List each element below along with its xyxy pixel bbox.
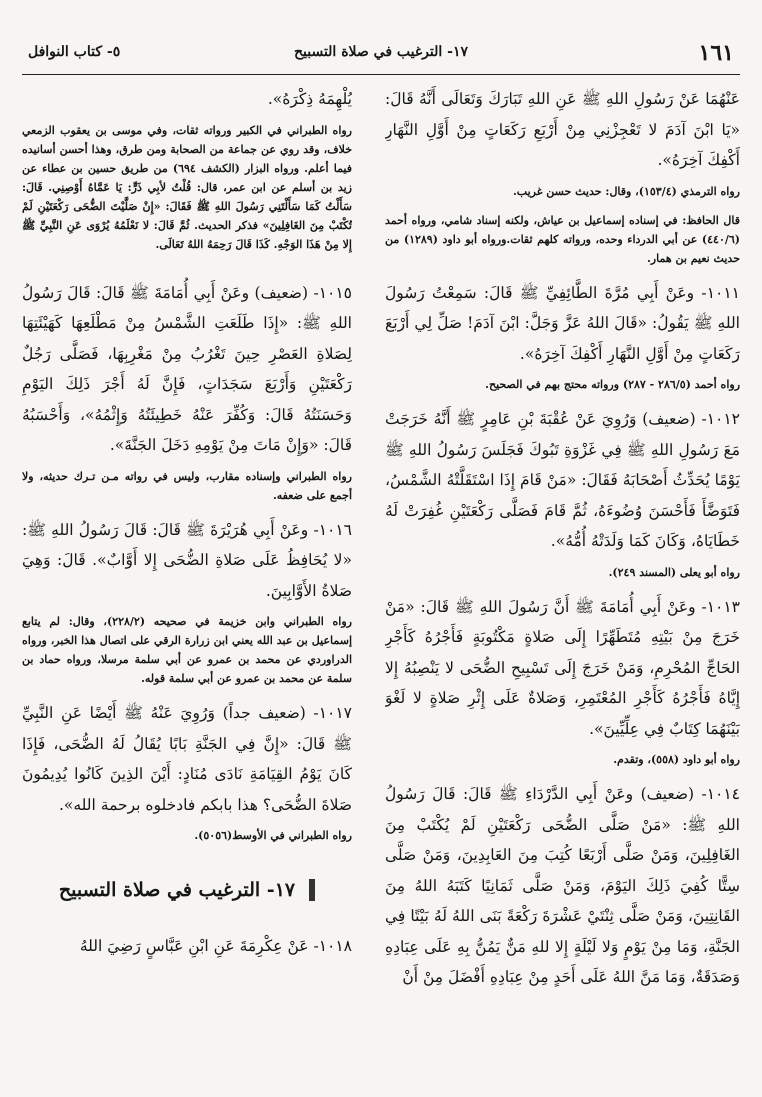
hadith-text: ١٠١٥- (ضعيف) وعَنْ أَبِي أُمَامَةَ ﷺ قَالَ: قَالَ رَسُولُ اللهِ ﷺ: «إِذَا طَلَعَتِ الشَّمْسُ مِنْ مَطْلَعِهَا كَهَيْئَتِهَا لِصَلاةِ العَصْرِ حِينَ تَغْرُبُ مِنْ مَغْرِبِهَا، فَصَلَّى رَجُلٌ رَكْعَتَيْنِ وَأَرْبَعَ سَجَدَاتٍ، فَإِنَّ لَهُ أَجْرَ ذَلِكَ اليَوْمِ وَحَسَنَتُهُ قَالَ: وَكُفِّرَ عَنْهُ خَطِيئَتُهُ وَإِثْمُهُ»، وَأَحْسَبُهُ قَالَ: «وَإِنْ مَاتَ مِنْ يَوْمِهِ دَخَلَ الجَنَّةَ». [22, 283, 352, 454]
hadith-text: ١٠١٨- عَنْ عِكْرِمَةَ عَنِ ابْنِ عَبَّاسٍ رَضِيَ اللهُ [79, 937, 352, 955]
source-note: رواه أبو داود (٥٥٨)، وتقدم. [613, 753, 740, 766]
page-number: ١٦١ [698, 40, 734, 66]
running-header [22, 40, 740, 70]
hadith-text: يُلْهِمَهُ ذِكْرَهُ». [267, 90, 352, 108]
section-heading [22, 879, 352, 901]
left-column [22, 84, 352, 1074]
section-heading-text: ١٧- الترغيب في صلاة التسبيح [59, 879, 315, 901]
source-note: رواه الطبراني في الكبير ورواته ثقات، وفي موسى بن يعقوب الزمعي خلاف، وقد روي عن جماعة من الصحابة ومن طرق، وهذا أحسن أسانيده فيما أعلم. ورواه البزار (الكشف ٦٩٤) من طريق حسين بن عطاء عن زيد بن أسلم عن ابن عمر، قال: قُلْتُ لأبِي ذَرٍّ: يَا عَمَّاهُ أَوْصِنِي. قَالَ: سَأَلْتُ كَمَا سَأَلْتَنِي رَسُولَ اللهِ ﷺ فَقَالَ: «إِنْ صَلَّيْتَ الضُّحَى رَكْعَتَيْنِ لَمْ تُكْتَبْ مِنَ الغَافِلِينَ» فذكر الحديث. ثُمَّ قَالَ: لا نَعْلَمُهُ يُرْوَى عَنِ النَّبِيِّ ﷺ إِلا مِنْ هَذَا الوَجْهِ. كَذَا قَالَ رَحِمَهُ اللهُ تَعَالَى. [22, 123, 352, 251]
header-rule [22, 74, 740, 75]
source-note: رواه أحمد (٢٨٦/٥ - ٢٨٧) ورواته محتج بهم في الصحيح. [485, 378, 740, 391]
source-note: رواه الطبراني في الأوسط(٥٠٥٦). [194, 829, 352, 842]
hadith-text: ١٠١٧- (ضعيف جداً) وَرُوِيَ عَنْهُ ﷺ أَيْضًا عَنِ النَّبِيِّ ﷺ قَالَ: «إِنَّ فِي الجَنَّةِ بَابًا يُقَالُ لَهُ الضُّحَى، فَإِذَا كَانَ يَوْمُ القِيَامَةِ نَادَى مُنَادٍ: أَيْنَ الذِينَ كَانُوا يُدِيمُونَ صَلاةَ الضُّحَى؟ هذا بابكم فادخلوه برحمة الله». [22, 704, 352, 814]
hadith-text: ١٠١٣- وعَنْ أَبِي أُمَامَةَ ﷺ أَنَّ رَسُولَ اللهِ ﷺ قَالَ: «مَنْ خَرَجَ مِنْ بَيْتِهِ مُتَطَهِّرًا إِلَى صَلاةٍ مَكْتُوبَةٍ فَأَجْرُهُ كَأَجْرِ الحَاجِّ المُحْرِمِ، وَمَنْ خَرَجَ إِلَى تَسْبِيحِ الضُّحَى لا يَنْصِبُهُ إِلا إِيَّاهُ فَأَجْرُهُ كَأَجْرِ المُعْتَمِرِ، وَصَلاةٌ عَلَى إِثْرِ صَلاةٍ لا لَغْوَ بَيْنَهُمَا كِتَابٌ فِي عِلِّيِّينَ». [385, 597, 740, 738]
source-note: رواه الطبراني وإسناده مقارب، وليس في رواته مـن تـرك حديثه، ولا أجمع على ضعفه. [22, 469, 352, 502]
hadith-text: عَنْهُمَا عَنْ رَسُولِ اللهِ ﷺ عَنِ اللهِ تَبَارَكَ وَتَعَالَى أَنَّهُ قَالَ: «يَا ابْنَ آدَمَ لا تَعْجِزْنِي مِنْ أَرْبَعِ رَكَعَاتٍ مِنْ أَوَّلِ النَّهَارِ أَكْفِكَ آخِرَهُ». [385, 90, 740, 169]
spacer [22, 264, 352, 278]
hadith-text: ١٠١٦- وعَنْ أَبِي هُرَيْرَةَ ﷺ قَالَ: قَالَ رَسُولُ اللهِ ﷺ: «لا يُحَافِظُ عَلَى صَلاةِ الضُّحَى إِلا أَوَّابٌ». قَالَ: وَهِيَ صَلاةُ الأَوَّابِينَ. [22, 520, 352, 600]
source-note: قال الحافظ: في إسناده إسماعيل بن عياش، ولكنه إسناد شامي، ورواه أحمد (٤٤٠/٦) عن أبي الدرداء وحده، ورواته كلهم ثقات.ورواه أبو داود (١٢٨٩) من حديث نعيم بن همار. [385, 213, 740, 265]
source-note: رواه أبو يعلى (المسند ٢٤٩). [608, 565, 740, 579]
hadith-text: ١٠١٤- (ضعيف) وعَنْ أَبِي الدَّرْدَاءِ ﷺ قَالَ: قَالَ رَسُولُ اللهِ ﷺ: «مَنْ صَلَّى الضُّحَى رَكْعَتَيْنِ لَمْ يُكْتَبْ مِنَ الغَافِلِينَ، وَمَنْ صَلَّى أَرْبَعًا كُتِبَ مِنَ العَابِدِينَ، وَمَنْ صَلَّى سِتًّا كُفِيَ ذَلِكَ اليَوْمَ، وَمَنْ صَلَّى ثَمَانِيًا كَتَبَهُ اللهُ مِنَ القَانِتِينَ، وَمَنْ صَلَّى ثِنْتَيْ عَشْرَةَ رَكْعَةً بَنَى اللهُ لَهُ بَيْتًا فِي الجَنَّةِ، وَمَا مِنْ يَوْمٍ وَلا لَيْلَةٍ إِلا للهِ مَنٌّ يَمُنُّ بِهِ عَلَى عِبَادِهِ وَصَدَقَةٌ، وَمَا مَنَّ اللهُ عَلَى أَحَدٍ مِنْ عِبَادِهِ أَفْضَلَ مِنْ أَنْ [385, 785, 740, 986]
chapter-title: ١٧- الترغيب في صلاة التسبيح [293, 44, 469, 60]
source-note: رواه الترمذي (١٥٣/٤)، وقال: حديث حسن غريب. [512, 184, 740, 198]
source-note: رواه الطبراني وابن خزيمة في صحيحه (٢٢٨/٢)، وقال: لم يتابع إسماعيل بن عبد الله يعني ابن زرارة الرقي على اتصال هذا الخبر، ورواه الدراوردي عن محمد بن عمرو عن أبي سلمة مرسلا، ورواه حماد بن سلمة عن محمد بن عمرو عن أبي سلمة قوله. [22, 615, 352, 685]
right-column [385, 84, 740, 1074]
hadith-text: ١٠١٢- (ضعيف) وَرُوِيَ عَنْ عُقْبَةَ بْنِ عَامِرٍ ﷺ أَنَّهُ خَرَجَتْ مَعَ رَسُولِ اللهِ ﷺ فِي غَزْوَةِ تَبُوكَ فَجَلَسَ رَسُولُ اللهِ ﷺ يَوْمًا يُحَدِّثُ أَصْحَابَهُ فَقَالَ: «مَنْ قَامَ إِذَا اسْتَقَلَّتْهُ الشَّمْسُ، فَتَوَضَّأَ فَأَحْسَنَ وُضُوءَهُ، ثُمَّ قَامَ فَصَلَّى رَكْعَتَيْنِ غُفِرَتْ لَهُ خَطَايَاهُ، وَكَانَ كَمَا وَلَدَتْهُ أُمُّهُ». [385, 410, 740, 550]
hadith-text: ١٠١١- وعَنْ أَبِي مُرَّةَ الطَّائِفِيِّ ﷺ قَالَ: سَمِعْتُ رَسُولَ اللهِ ﷺ يَقُولُ: «قَالَ اللهُ عَزَّ وَجَلَّ: ابْنَ آدَمَ! صَلِّ لِي أَرْبَعَ رَكَعَاتٍ مِنْ أَوَّلِ النَّهَارِ أَكْفِكَ آخِرَهُ». [385, 283, 740, 363]
book-title: ٥- كتاب النوافل [28, 44, 121, 60]
